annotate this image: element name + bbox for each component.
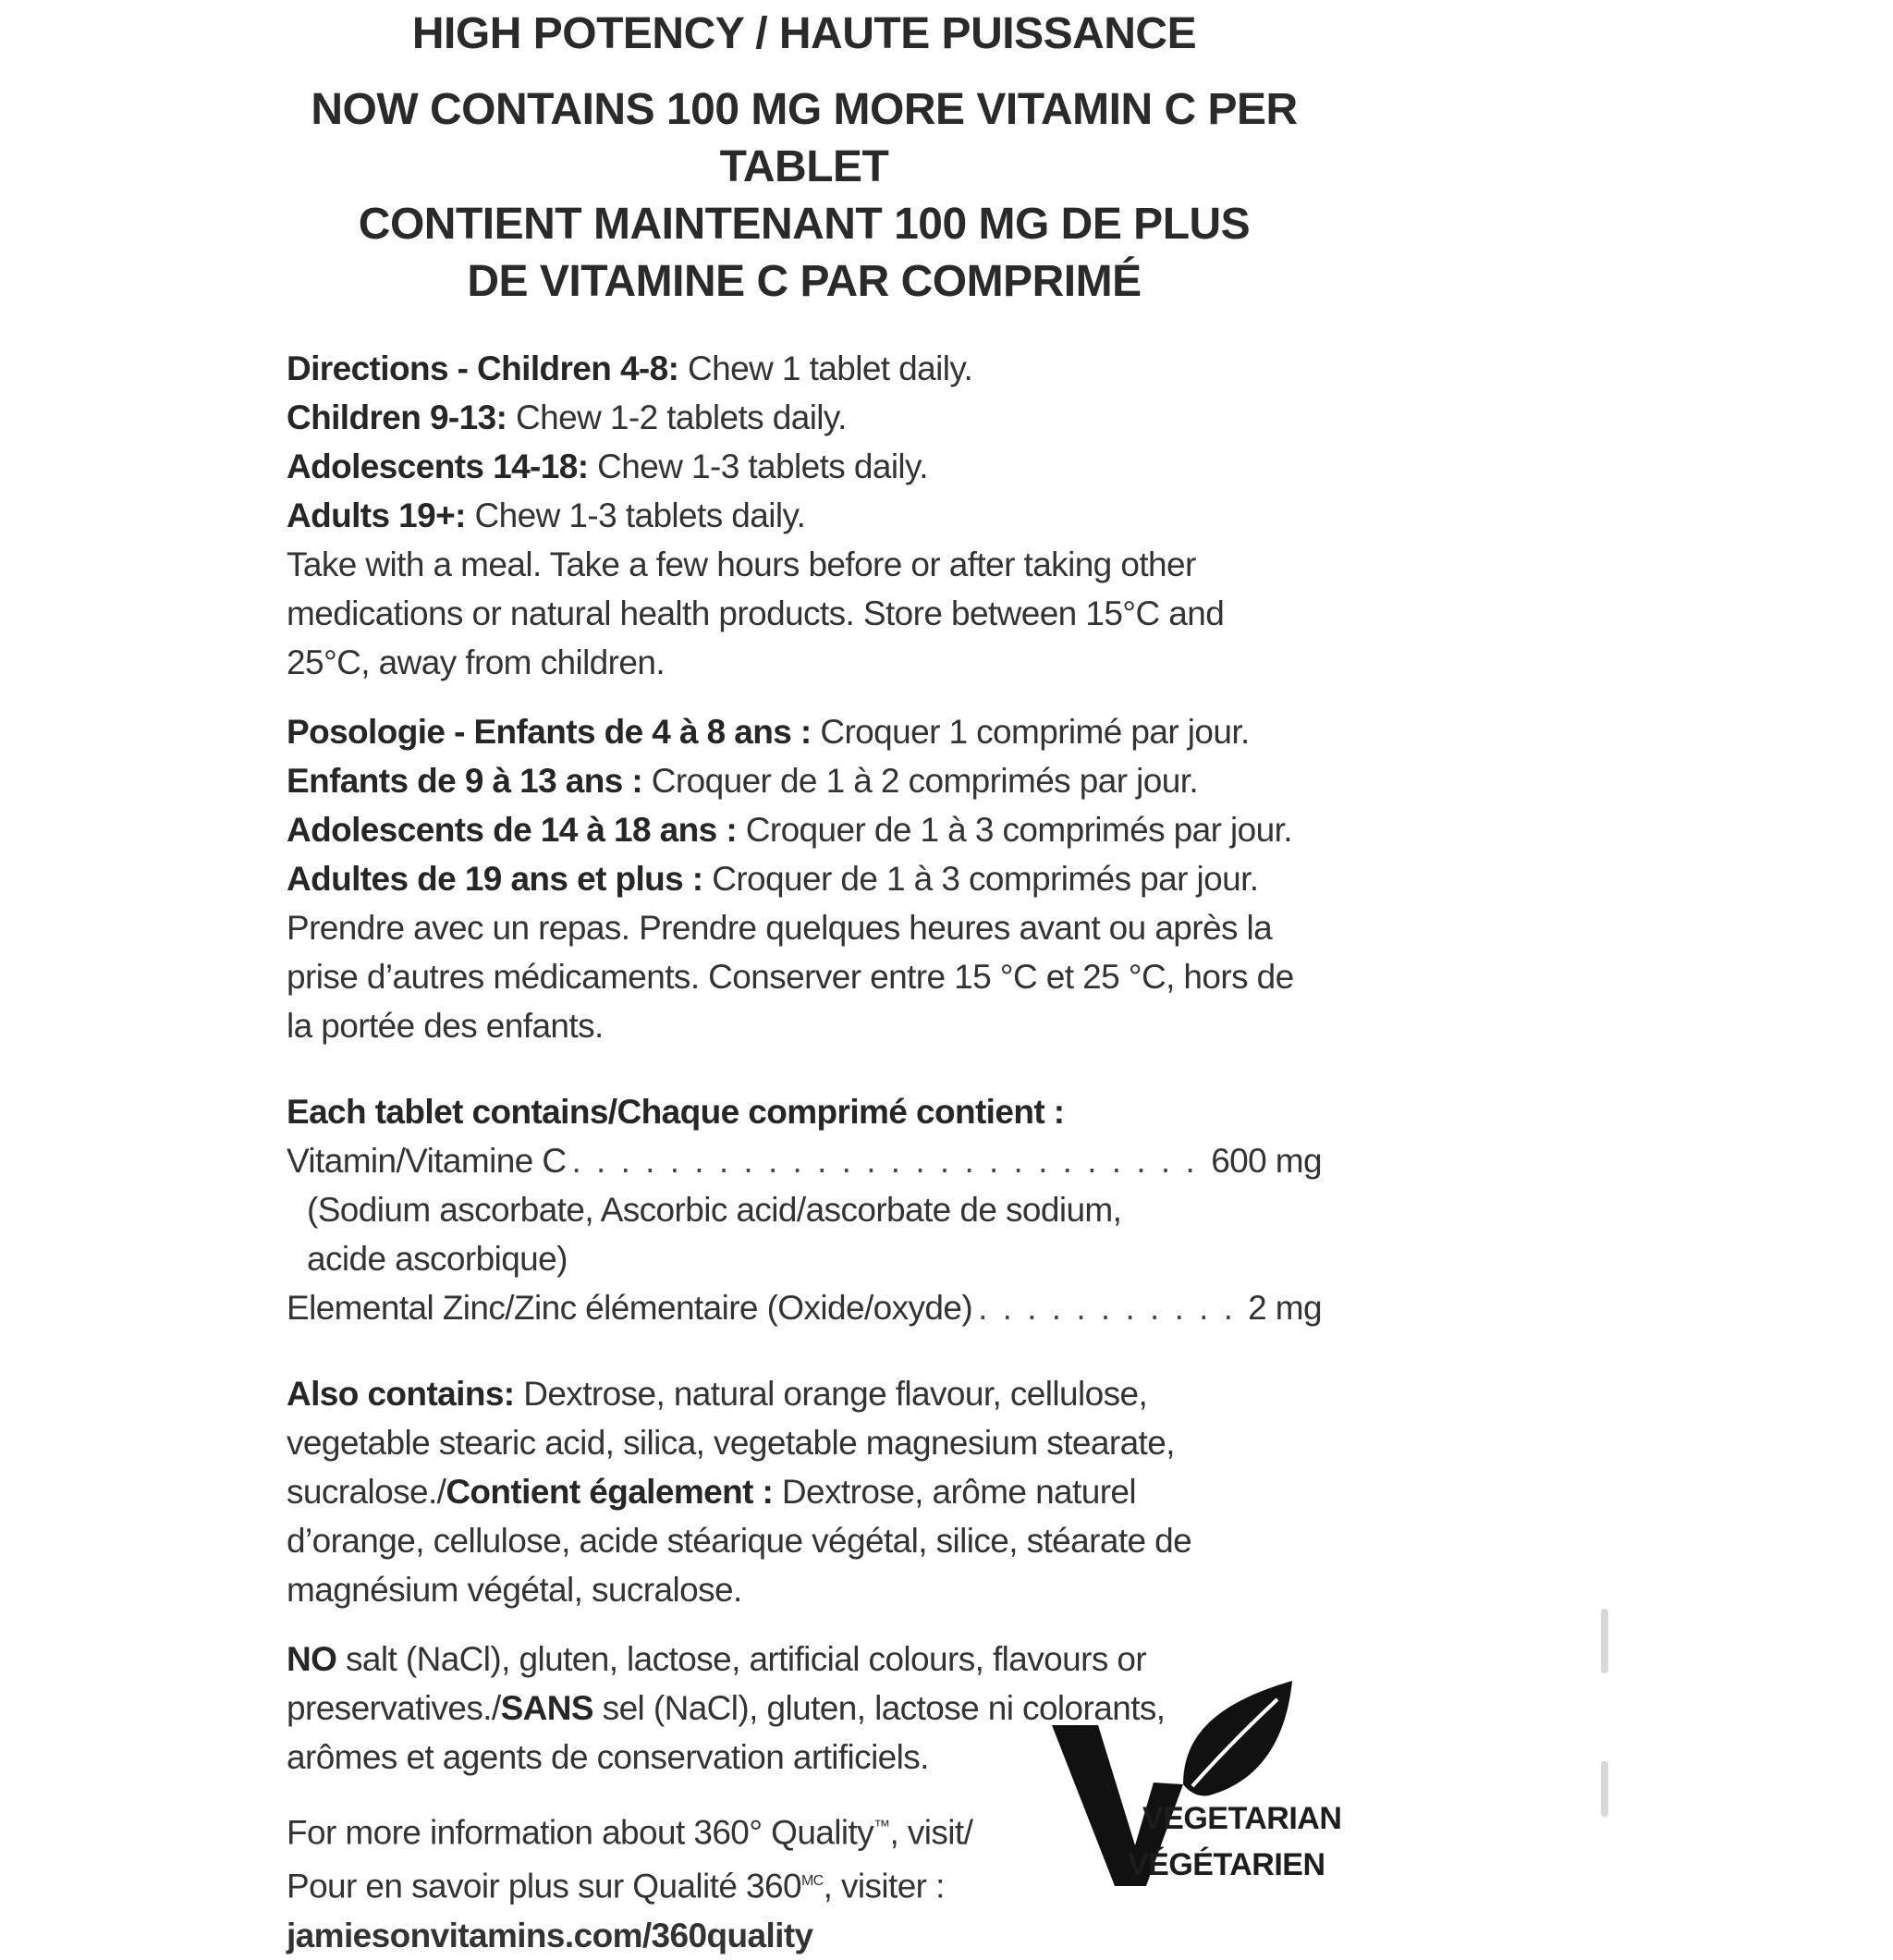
quality-line-en-visit: , visit/ [889,1813,973,1852]
ingredient-amount: 600 mg [1211,1142,1322,1180]
marque-de-commerce-mark: MC [800,1873,824,1890]
quality-line-fr-visit: , visiter : [823,1867,945,1905]
directions-children-9-13-text: Chew 1-2 tablets daily. [507,398,847,436]
posologie-adolescents-text: Croquer de 1 à 3 comprimés par jour. [737,811,1292,849]
panel-edge-mark [1601,1609,1608,1673]
vegetarian-badge [1044,1672,1342,1893]
quality-line-en-text: For more information about 360° Quality [287,1813,874,1852]
vegetarian-label-en: VEGETARIAN [1142,1801,1342,1836]
directions-adolescents-label: Adolescents 14-18: [287,447,589,485]
quality-line-fr-text: Pour en savoir plus sur Qualité 360 [287,1867,801,1905]
contient-egalement-label: Contient également : [446,1473,774,1511]
product-label-panel [287,0,1322,1960]
directions-children-4-8-label: Directions - Children 4-8: [287,349,679,387]
ingredient-name: Elemental Zinc/Zinc élémentaire (Oxide/oxyde) [287,1289,973,1327]
vegetarian-label-fr: VÉGÉTARIEN [1128,1847,1325,1882]
trademark-mark: ™ [873,1817,890,1835]
vitamin-c-claim-en: NOW CONTAINS 100 MG MORE VITAMIN C PER TABLET [311,85,1298,191]
directions-children-9-13-label: Children 9-13: [287,398,507,436]
free-from-label-en: NO [287,1640,337,1678]
posologie-enfants-4-8-text: Croquer 1 comprimé par jour. [811,713,1250,751]
free-from-label-fr: SANS [500,1689,593,1727]
ingredients-panel [287,1087,1322,1332]
ingredient-name: Vitamin/Vitamine C [287,1142,567,1180]
posologie-enfants-4-8-label: Posologie - Enfants de 4 à 8 ans : [287,713,812,751]
directions-adults-text: Chew 1-3 tablets daily. [465,496,806,534]
directions-en [287,344,1322,687]
vitamin-c-claim-fr-2: DE VITAMINE C PAR COMPRIMÉ [467,257,1142,306]
posologie-enfants-9-13-label: Enfants de 9 à 13 ans : [287,762,643,800]
panel-edge-mark [1601,1761,1608,1817]
free-from-text-fr: sel (NaCl), gluten, lactose ni colorants, arômes et agents de conservation artificiels. [287,1689,1166,1776]
posologie-enfants-9-13-text: Croquer de 1 à 2 comprimés par jour. [642,762,1199,800]
posologie-adultes-text: Croquer de 1 à 3 comprimés par jour. [702,860,1259,898]
directions-children-4-8-text: Chew 1 tablet daily. [678,349,973,387]
directions-adults-label: Adults 19+: [287,496,466,534]
vitamin-c-claim-fr-1: CONTIENT MAINTENANT 100 MG DE PLUS [358,200,1251,249]
dot-leader [978,1283,1242,1332]
free-from-text-en: salt (NaCl), gluten, lactose, artificial colours, flavours or preservatives./ [287,1640,1147,1727]
also-contains-block [287,1369,1239,1614]
potency-headline: HIGH POTENCY / HAUTE PUISSANCE [411,9,1197,58]
vitamin-c-source-line-2: acide ascorbique) [307,1240,568,1278]
directions-en-note: Take with a meal. Take a few hours before or after taking other medications or natural health products. Store between 15°C and 25°C, away from children. [287,545,1225,681]
ingredient-row-vitamin-c [287,1136,1322,1185]
directions-fr [287,707,1322,1050]
ingredient-row-zinc [287,1283,1322,1332]
also-contains-text-en: Dextrose, natural orange flavour, cellulose, vegetable stearic acid, silica, vegetable magnesium stearate, sucralose./ [287,1375,1175,1511]
ingredient-amount: 2 mg [1248,1289,1322,1327]
quality-url-link[interactable]: jamiesonvitamins.com/360quality [287,1916,813,1954]
dot-leader [571,1136,1205,1185]
posologie-adultes-label: Adultes de 19 ans et plus : [287,860,703,898]
posologie-adolescents-label: Adolescents de 14 à 18 ans : [287,811,738,849]
ingredients-heading: Each tablet contains/Chaque comprimé contient : [287,1093,1065,1131]
also-contains-text-fr: Dextrose, arôme naturel d’orange, cellulose, acide stéarique végétal, silice, stéarate de magnésium végétal, sucralose. [287,1473,1192,1609]
headline-block [287,6,1322,311]
vitamin-c-source-line-1: (Sodium ascorbate, Ascorbic acid/ascorbate de sodium, [307,1191,1122,1229]
directions-fr-note: Prendre avec un repas. Prendre quelques heures avant ou après la prise d’autres médicaments. Conserver entre 15 °C et 25 °C, hors de la portée des enfants. [287,909,1294,1045]
directions-adolescents-text: Chew 1-3 tablets daily. [588,447,928,485]
also-contains-label: Also contains: [287,1375,515,1413]
